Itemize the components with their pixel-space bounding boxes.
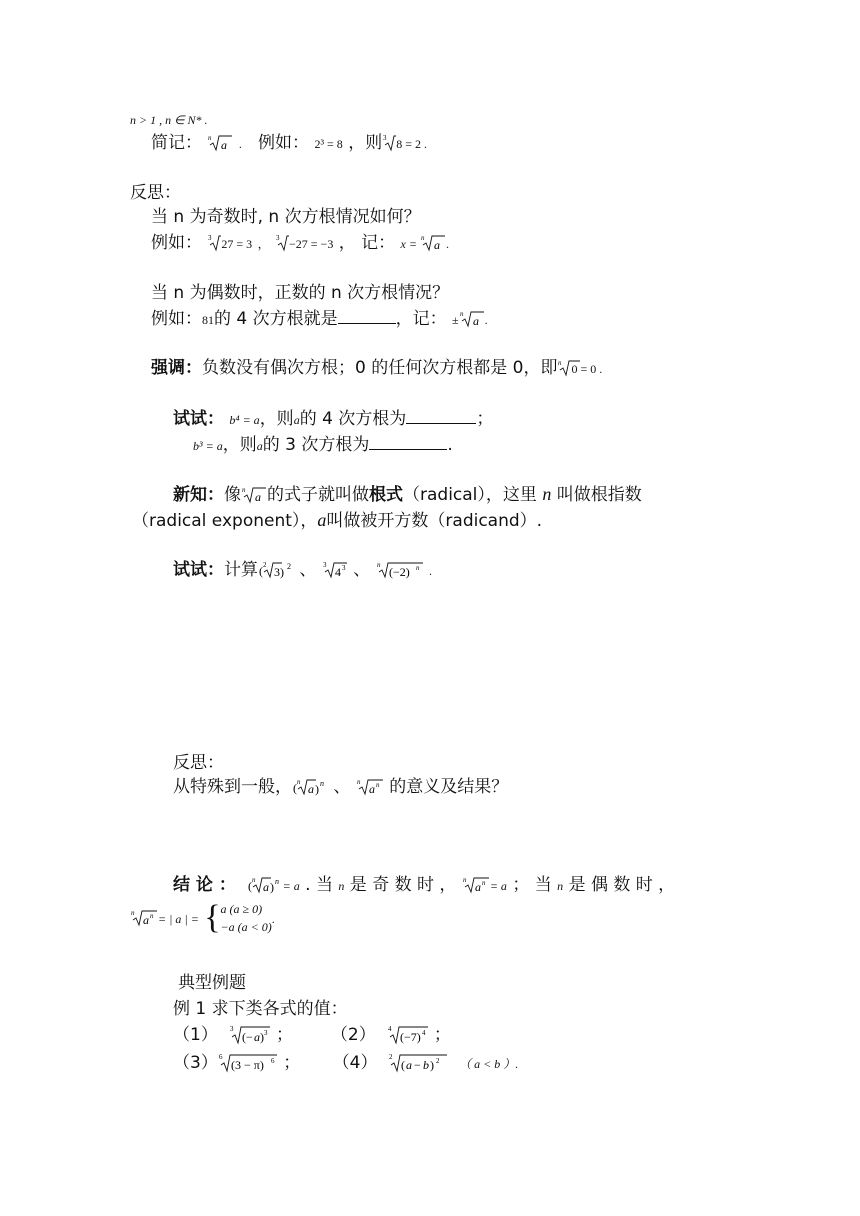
svg-text:a: a — [433, 238, 440, 252]
svg-text:n: n — [459, 310, 464, 318]
svg-text:(−7): (−7) — [399, 1030, 421, 1044]
svg-text:n: n — [375, 781, 380, 789]
svg-text:n: n — [320, 779, 324, 788]
svg-text:3: 3 — [341, 564, 346, 572]
expr-root-a-n — [462, 875, 490, 895]
abbr-line: 简记： n a . 例如： 2³ = 8 ，则 3 8 = 2 . — [151, 133, 427, 153]
expr-sqrt-a-minus-b-squared — [388, 1052, 448, 1074]
examples-heading: 典型例题 — [178, 973, 246, 993]
try1-line2: b³ = a，则a的 3 次方根为 . — [193, 435, 453, 455]
reflect1-question: 当 n 为奇数时, n 次方根情况如何？ — [151, 207, 421, 227]
svg-text:n: n — [356, 778, 361, 786]
expr-root-neg2-pow-n — [376, 560, 424, 580]
nth-root-a — [207, 133, 233, 153]
try2-line: 试试：计算 ( 2 3) 2 、 3 4 3 、 n (−2) n . — [173, 560, 433, 580]
svg-text:4: 4 — [387, 1025, 392, 1033]
left-brace: { — [204, 899, 221, 936]
svg-text:6: 6 — [270, 1057, 275, 1065]
nth-root-a — [241, 485, 267, 505]
expr-cbrt-neg-a-cubed — [229, 1024, 271, 1046]
svg-text:3): 3) — [274, 565, 284, 579]
svg-text:(−: (− — [241, 1030, 253, 1044]
answer-blank[interactable] — [406, 409, 476, 424]
svg-text:2: 2 — [287, 562, 291, 571]
example1-row1: （1） 3 (− a ) 3 ； （2） 4 (−7) 4 ； — [173, 1025, 451, 1045]
svg-text:3: 3 — [263, 1029, 268, 1037]
svg-text:2: 2 — [436, 1057, 440, 1065]
svg-text:a: a — [368, 782, 375, 796]
svg-text:2: 2 — [389, 1053, 393, 1061]
svg-text:n: n — [481, 879, 486, 887]
svg-text:a: a — [308, 782, 314, 796]
svg-text:a: a — [406, 1058, 413, 1072]
svg-text:n: n — [150, 912, 154, 920]
svg-text:n: n — [251, 876, 256, 884]
answer-blank[interactable] — [369, 435, 447, 450]
reflect1-example: 例如： 3 27 = 3 ， 3 −27 = −3 ， 记： x = n a . — [151, 233, 449, 253]
svg-text:n: n — [208, 134, 212, 142]
expr-root4-cubed — [322, 560, 348, 580]
reflect2-title: 反思： — [173, 753, 224, 773]
svg-text:a: a — [253, 1030, 260, 1044]
svg-text:n: n — [242, 486, 246, 494]
svg-text:3: 3 — [276, 234, 280, 242]
answer-blank[interactable] — [338, 309, 396, 324]
expr-root-a-pow-n — [247, 875, 283, 895]
nth-root-a — [420, 233, 446, 253]
svg-text:a: a — [143, 913, 149, 927]
reflect2-question: 从特殊到一般， ( n a ) n 、 n a n 的意义及结果？ — [173, 777, 509, 797]
expr-root3-squared — [258, 560, 294, 580]
svg-text:b: b — [423, 1058, 430, 1072]
expr-root4-neg7-pow4 — [387, 1024, 429, 1046]
svg-text:4: 4 — [421, 1029, 426, 1037]
cube-root-symbol — [207, 233, 221, 253]
even-example: 例如：81的 4 次方根就是 ，记： ± n a . — [151, 309, 488, 329]
example1-row2: （3） 6 (3 − π) 6 ； （4） 2 ( a − b ) 2 （ a < b ）. — [173, 1053, 519, 1073]
svg-text:4: 4 — [334, 565, 341, 579]
try1-line1: 试试： b⁴ = a，则a的 4 次方根为 ； — [173, 409, 494, 429]
svg-text:2: 2 — [263, 561, 267, 569]
cube-root-symbol — [275, 233, 289, 253]
newknow-line2: （radical exponent），a叫做被开方数（radicand）. — [132, 510, 543, 531]
svg-text:3: 3 — [208, 234, 212, 242]
svg-text:3: 3 — [383, 134, 387, 142]
svg-text:n: n — [462, 876, 467, 884]
svg-text:n: n — [558, 359, 562, 367]
svg-text:a: a — [255, 490, 261, 504]
svg-text:a: a — [474, 880, 481, 894]
nth-root-a — [459, 309, 485, 329]
svg-text:(3 − π): (3 − π) — [230, 1058, 264, 1072]
cube-root-symbol — [382, 133, 396, 153]
svg-text:a: a — [262, 880, 269, 894]
svg-text:(−2): (−2) — [388, 565, 410, 579]
svg-text:): ) — [259, 1030, 264, 1044]
example1-title: 例 1 求下类各式的值： — [173, 999, 348, 1019]
even-question: 当 n 为偶数时，正数的 n 次方根情况？ — [151, 283, 450, 303]
svg-text:−: − — [414, 1058, 422, 1072]
svg-text:n: n — [297, 778, 301, 786]
emphasis-line: 强调：负数没有偶次方根；0 的任何次方根都是 0，即 n 0 = 0 . — [151, 358, 603, 378]
svg-text:a: a — [472, 314, 479, 328]
newknow-line1: 新知：像 n a 的式子就叫做根式（radical），这里 n 叫做根指数 — [173, 484, 642, 505]
svg-text:(: ( — [293, 781, 297, 795]
svg-text:): ) — [269, 880, 274, 894]
svg-text:): ) — [315, 782, 319, 796]
svg-text:3: 3 — [322, 561, 327, 569]
svg-text:(: ( — [247, 879, 252, 893]
svg-text:(: ( — [401, 1058, 406, 1072]
svg-text:a: a — [221, 138, 228, 152]
condition-line: n > 1 , n ∈ N* . — [130, 113, 208, 127]
expr-root-a-pow-n — [292, 777, 328, 797]
svg-text:n: n — [131, 909, 135, 917]
expr-root-a-n — [356, 777, 384, 797]
conclusion-line2: n a n = | a | = { a (a ≥ 0) −a (a < 0) . — [131, 899, 275, 936]
svg-text:3: 3 — [229, 1025, 234, 1033]
svg-text:n: n — [420, 234, 425, 242]
conclusion-line1: 结 论 ： ( n a ) n = a . 当 n 是 奇 数 时 ， n a n = a ； 当 n 是 偶 数 时 ， — [173, 875, 676, 895]
svg-text:n: n — [415, 564, 420, 572]
expr-root6-3-minus-pi-pow6 — [218, 1052, 278, 1074]
piecewise-cases: a (a ≥ 0) −a (a < 0) — [220, 902, 272, 934]
svg-text:6: 6 — [218, 1053, 223, 1061]
svg-text:n: n — [274, 877, 279, 886]
svg-text:n: n — [376, 561, 381, 569]
expr-root-a-n — [130, 908, 158, 928]
svg-text:): ) — [430, 1058, 435, 1072]
svg-text:(: ( — [259, 564, 263, 578]
reflect1-title: 反思： — [130, 183, 181, 203]
